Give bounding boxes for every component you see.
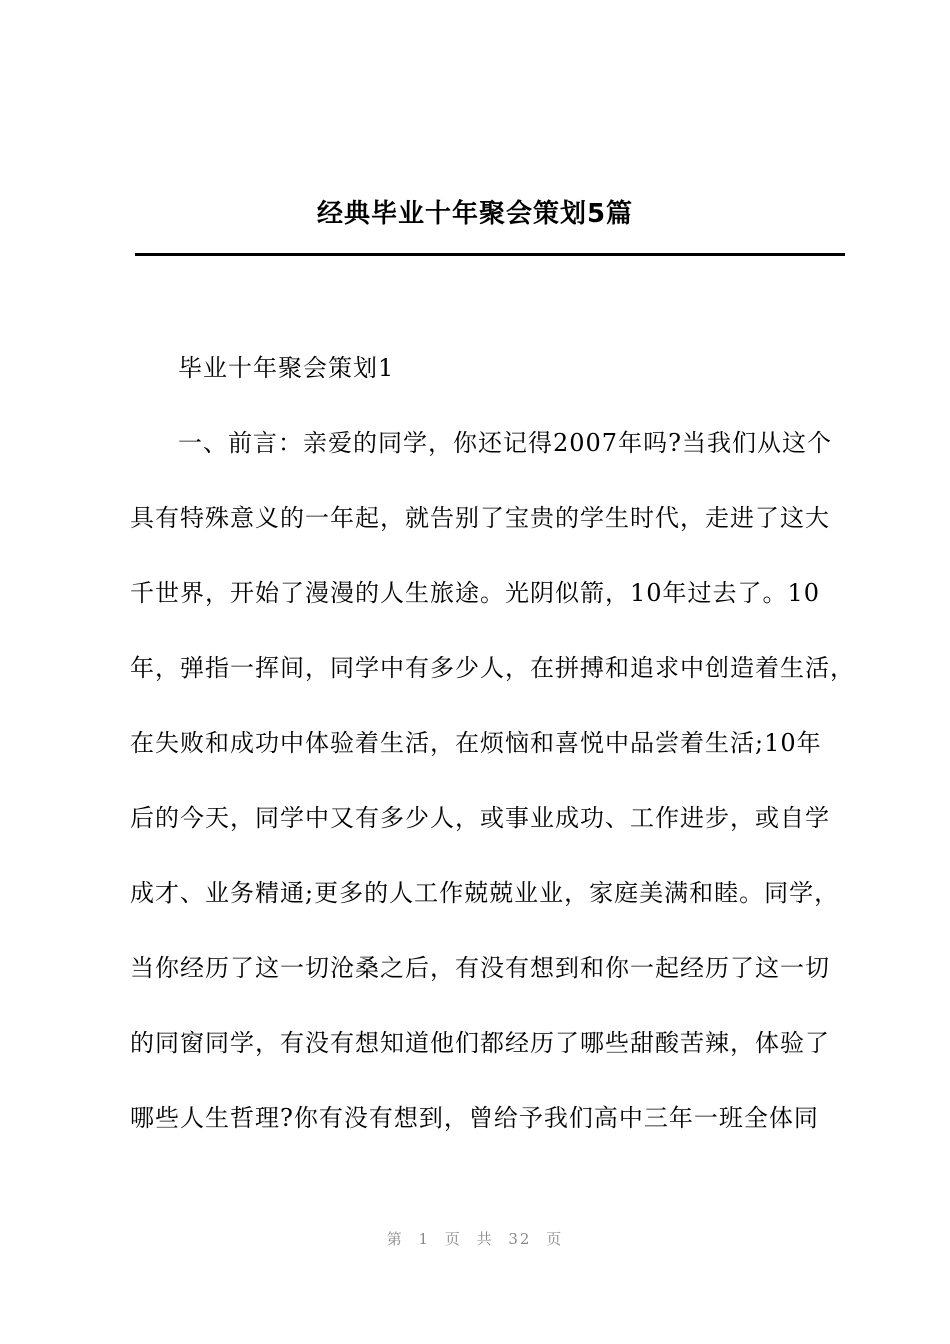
paragraph-line: 千世界，开始了漫漫的人生旅途。光阴似箭，10年过去了。10 (130, 579, 821, 607)
document-body (130, 346, 855, 1171)
paragraph-line: 一、前言：亲爱的同学，你还记得2007年吗?当我们从这个 (178, 429, 832, 457)
page-number-footer: 第 1 页 共 32 页 (386, 1230, 564, 1248)
title-underline (135, 253, 845, 256)
paragraph-line: 年，弹指一挥间，同学中有多少人，在拼搏和追求中创造着生活， (130, 654, 855, 682)
paragraph-line: 的同窗同学，有没有想知道他们都经历了哪些甜酸苦辣，体验了 (130, 1029, 830, 1057)
paragraph-line: 哪些人生哲理?你有没有想到，曾给予我们高中三年一班全体同 (130, 1104, 819, 1132)
paragraph-line: 在失败和成功中体验着生活，在烦恼和喜悦中品尝着生活;10年 (130, 729, 822, 757)
paragraph-line: 当你经历了这一切沧桑之后，有没有想到和你一起经历了这一切 (130, 954, 830, 982)
paragraph-line: 成才、业务精通;更多的人工作兢兢业业，家庭美满和睦。同学， (130, 879, 840, 907)
section-heading: 毕业十年聚会策划1 (178, 354, 395, 382)
paragraph-line: 后的今天，同学中又有多少人，或事业成功、工作进步，或自学 (130, 804, 830, 832)
document-title: 经典毕业十年聚会策划5篇 (316, 199, 634, 229)
paragraph-line: 具有特殊意义的一年起，就告别了宝贵的学生时代，走进了这大 (130, 504, 830, 532)
